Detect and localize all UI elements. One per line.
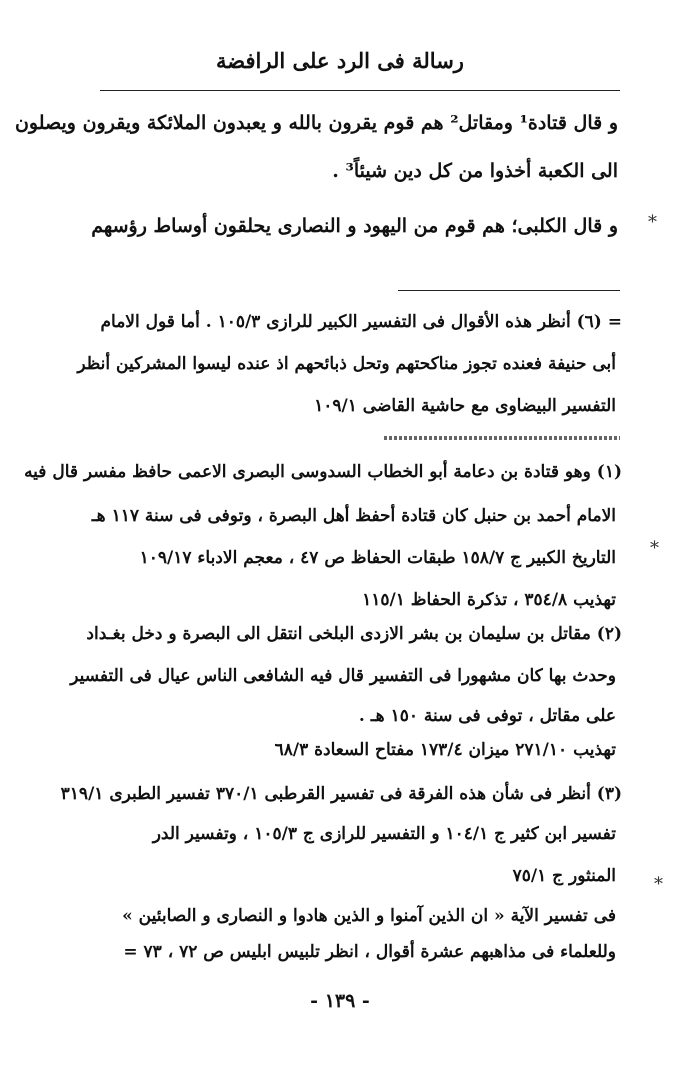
margin-mark-icon: ⁎ bbox=[654, 868, 663, 889]
body-line-1: و قال قتادة¹ ومقاتل² هم قوم يقرون بالله و يعبدون الملائكة ويقرون ويصلون bbox=[14, 112, 618, 134]
margin-mark-icon: ⁎ bbox=[648, 206, 657, 227]
body-line-2: الى الكعبة أخذوا من كل دين شيئاً³ . bbox=[332, 160, 618, 182]
footnote-3-line-5: وللعلماء فى مذاهبهم عشرة أقوال ، انظر تلبيس ابليس ص ٧٢ ، ٧٣ = bbox=[123, 942, 616, 962]
footnote-1-line-3: التاريخ الكبير ج ١٥٨/٧ طبقات الحفاظ ص ٤٧ ، معجم الادباء ١٠٩/١٧ bbox=[139, 548, 616, 568]
margin-mark-icon: ⁎ bbox=[650, 532, 659, 553]
footnote-2-line-1: (٢) مقاتل بن سليمان بن بشر الازدى البلخى انتقل الى البصرة و دخل بغـداد bbox=[86, 624, 622, 644]
note-divider bbox=[384, 436, 620, 440]
footnote-separator bbox=[398, 290, 620, 291]
footnote-3-line-3: المنثور ج ٧٥/١ bbox=[512, 866, 616, 886]
continued-note-line-3: التفسير البيضاوى مع حاشية القاضى ١٠٩/١ bbox=[314, 396, 616, 416]
footnote-2-line-3: على مقاتل ، توفى فى سنة ١٥٠ هـ . bbox=[358, 706, 616, 726]
footnote-1-line-4: تهذيب ٣٥٤/٨ ، تذكرة الحفاظ ١١٥/١ bbox=[362, 590, 616, 610]
footnote-3-line-2: تفسير ابن كثير ج ١٠٤/١ و التفسير للرازى ج ١٠٥/٣ ، وتفسير الدر bbox=[152, 824, 616, 844]
header-rule bbox=[100, 90, 620, 91]
footnote-1-line-2: الامام أحمد بن حنبل كان قتادة أحفظ أهل البصرة ، وتوفى فى سنة ١١٧ هـ bbox=[91, 506, 616, 526]
continued-note-line-1: = (٦) أنظر هذه الأقوال فى التفسير الكبير للرازى ١٠٥/٣ . أما قول الامام bbox=[100, 312, 622, 332]
footnote-1-line-1: (١) وهو قتادة بن دعامة أبو الخطاب السدوسى البصرى الاعمى حافظ مفسر قال فيه bbox=[24, 462, 622, 482]
footnote-3-line-1: (٣) أنظر فى شأن هذه الفرقة فى تفسير القرطبى ٣٧٠/١ تفسير الطبرى ٣١٩/١ bbox=[60, 784, 622, 804]
running-header: رسالة فى الرد على الرافضة bbox=[216, 48, 464, 73]
page-number: - ١٣٩ - bbox=[310, 990, 370, 1012]
footnote-2-line-2: وحدث بها كان مشهورا فى التفسير قال فيه الشافعى الناس عيال فى التفسير bbox=[70, 666, 616, 686]
footnote-2-line-4: تهذيب ٢٧١/١٠ ميزان ١٧٣/٤ مفتاح السعادة ٦٨/٣ bbox=[274, 740, 616, 760]
continued-note-line-2: أبى حنيفة فعنده تجوز مناكحتهم وتحل ذبائحهم اذ عنده ليسوا المشركين أنظر bbox=[77, 354, 616, 374]
body-line-3: و قال الكلبى؛ هم قوم من اليهود و النصارى يحلقون أوساط رؤسهم bbox=[91, 215, 618, 237]
footnote-3-line-4: فى تفسير الآية « ان الذين آمنوا و الذين هادوا و النصارى و الصابئين » bbox=[122, 906, 616, 926]
